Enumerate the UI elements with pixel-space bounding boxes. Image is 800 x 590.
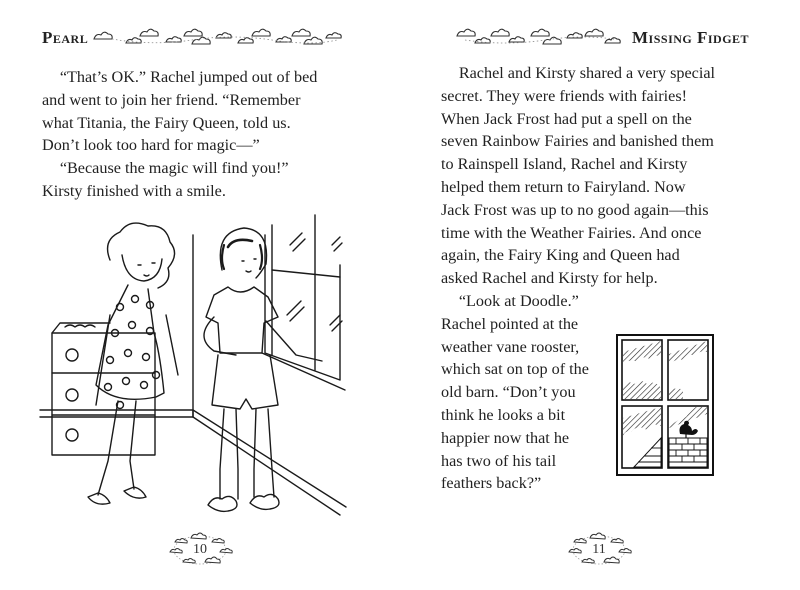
text-line: helped them return to Fairyland. Now	[441, 177, 686, 196]
text-line: to Rainspell Island, Rachel and Kirsty	[441, 155, 688, 174]
text-line: asked Rachel and Kirsty for help.	[441, 269, 658, 288]
text-line: old barn. “Don’t you	[441, 383, 576, 402]
text-line: “Look at Doodle.”	[458, 291, 579, 310]
bedroom-illustration	[10, 205, 390, 525]
text-line: think he looks a bit	[441, 405, 566, 424]
text-line: weather vane rooster,	[441, 337, 580, 356]
text-line: seven Rainbow Fairies and banished them	[441, 132, 714, 151]
running-head-left: Pearl	[42, 28, 89, 47]
page-number-right	[564, 532, 634, 568]
text-line: secret. They were friends with fairies!	[441, 86, 688, 105]
text-line: Rachel and Kirsty shared a very special	[458, 64, 716, 82]
right-page	[400, 0, 800, 590]
text-line: Rachel pointed at the	[441, 314, 579, 333]
text-line: what Titania, the Fairy Queen, told us.	[42, 113, 291, 132]
text-line: “That’s OK.” Rachel jumped out of bed	[59, 68, 318, 86]
text-line: Jack Frost was up to no good again—this	[441, 200, 709, 219]
text-line: “Because the magic will find you!”	[59, 159, 289, 178]
page-number-text: 11	[592, 542, 606, 557]
text-line: which sat on top of the	[441, 360, 589, 379]
page-number-text: 10	[193, 542, 207, 557]
text-line: feathers back?”	[441, 474, 542, 493]
text-line: has two of his tail	[441, 451, 557, 470]
left-page-text	[42, 66, 372, 203]
cloud-border-decoration	[92, 26, 342, 52]
text-line: Don’t look too hard for magic—”	[42, 136, 260, 155]
window-illustration	[616, 334, 716, 476]
running-head-right: Missing Fidget	[632, 28, 750, 47]
cloud-border-decoration	[455, 26, 625, 52]
text-line: Kirsty finished with a smile.	[42, 181, 226, 200]
text-line: time with the Weather Fairies. And once	[441, 223, 702, 242]
text-line: and went to join her friend. “Remember	[42, 90, 301, 109]
text-line: happier now that he	[441, 428, 570, 447]
page-number-left	[165, 532, 235, 568]
right-page-text	[441, 62, 781, 495]
text-line: again, the Fairy King and Queen had	[441, 246, 680, 265]
text-line: When Jack Frost had put a spell on the	[441, 109, 692, 128]
